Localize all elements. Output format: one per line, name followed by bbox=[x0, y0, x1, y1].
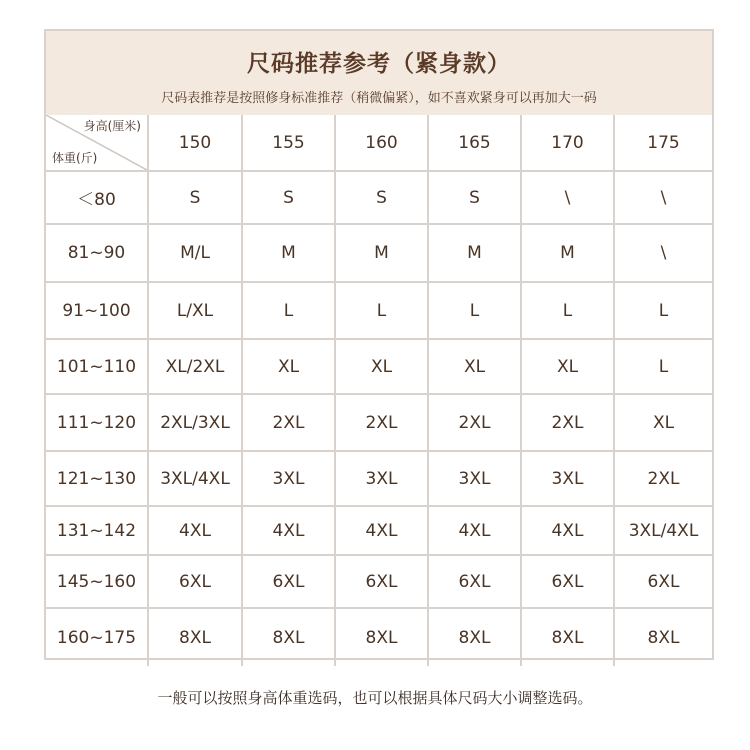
size-cell: 6XL bbox=[335, 555, 428, 608]
size-cell: 8XL bbox=[521, 608, 614, 666]
height-header-cell: 160 bbox=[335, 115, 428, 171]
size-cell: XL bbox=[521, 339, 614, 394]
chart-title: 尺码推荐参考（紧身款） bbox=[247, 51, 511, 77]
table-row bbox=[46, 555, 712, 608]
size-cell: L bbox=[614, 282, 712, 339]
size-cell: XL/2XL bbox=[148, 339, 242, 394]
height-header-cell: 155 bbox=[242, 115, 335, 171]
size-cell: \ bbox=[614, 224, 712, 282]
size-cell: 6XL bbox=[521, 555, 614, 608]
size-cell: XL bbox=[428, 339, 521, 394]
weight-cell: 81~90 bbox=[46, 224, 148, 282]
size-cell: 2XL bbox=[521, 394, 614, 451]
height-header-cell: 165 bbox=[428, 115, 521, 171]
weight-cell: 101~110 bbox=[46, 339, 148, 394]
table-row bbox=[46, 394, 712, 451]
weight-cell: ＜80 bbox=[46, 171, 148, 224]
size-cell: S bbox=[428, 171, 521, 224]
size-cell: M/L bbox=[148, 224, 242, 282]
weight-cell: 160~175 bbox=[46, 608, 148, 666]
size-cell: 4XL bbox=[521, 506, 614, 555]
size-cell: L bbox=[614, 339, 712, 394]
size-cell: 8XL bbox=[428, 608, 521, 666]
height-axis-label: 身高(厘米) bbox=[83, 119, 141, 133]
size-cell: 2XL/3XL bbox=[148, 394, 242, 451]
size-cell: L bbox=[428, 282, 521, 339]
size-cell: 3XL/4XL bbox=[614, 506, 712, 555]
size-cell: 8XL bbox=[148, 608, 242, 666]
table-row bbox=[46, 506, 712, 555]
weight-axis-label: 体重(斤) bbox=[52, 151, 98, 165]
size-cell: 2XL bbox=[335, 394, 428, 451]
size-cell: 4XL bbox=[242, 506, 335, 555]
table-row bbox=[46, 224, 712, 282]
size-cell: L/XL bbox=[148, 282, 242, 339]
footer-note: 一般可以按照身高体重选码，也可以根据具体尺码大小调整选码。 bbox=[157, 689, 593, 707]
size-cell: S bbox=[148, 171, 242, 224]
size-cell: 4XL bbox=[428, 506, 521, 555]
size-cell: M bbox=[428, 224, 521, 282]
size-cell: XL bbox=[242, 339, 335, 394]
size-cell: \ bbox=[521, 171, 614, 224]
size-cell: L bbox=[521, 282, 614, 339]
size-cell: M bbox=[521, 224, 614, 282]
size-cell: 3XL bbox=[521, 451, 614, 506]
size-cell: L bbox=[242, 282, 335, 339]
table-row bbox=[46, 451, 712, 506]
size-cell: 3XL bbox=[335, 451, 428, 506]
weight-cell: 121~130 bbox=[46, 451, 148, 506]
height-header-cell: 150 bbox=[148, 115, 242, 171]
size-chart-frame bbox=[44, 29, 714, 660]
corner-cell bbox=[46, 115, 148, 171]
table-row bbox=[46, 608, 712, 666]
size-table bbox=[46, 115, 712, 666]
size-cell: M bbox=[242, 224, 335, 282]
table-row bbox=[46, 282, 712, 339]
size-cell: 6XL bbox=[428, 555, 521, 608]
chart-subtitle: 尺码表推荐是按照修身标准推荐（稍微偏紧），如不喜欢紧身可以再加大一码 bbox=[161, 91, 597, 106]
size-cell: 4XL bbox=[148, 506, 242, 555]
size-cell: S bbox=[335, 171, 428, 224]
size-cell: 2XL bbox=[614, 451, 712, 506]
weight-cell: 111~120 bbox=[46, 394, 148, 451]
size-cell: 8XL bbox=[335, 608, 428, 666]
size-cell: 2XL bbox=[428, 394, 521, 451]
size-cell: M bbox=[335, 224, 428, 282]
size-cell: 3XL/4XL bbox=[148, 451, 242, 506]
size-cell: S bbox=[242, 171, 335, 224]
height-header-cell: 170 bbox=[521, 115, 614, 171]
size-cell: 3XL bbox=[242, 451, 335, 506]
size-cell: L bbox=[335, 282, 428, 339]
size-cell: 2XL bbox=[242, 394, 335, 451]
size-cell: 3XL bbox=[428, 451, 521, 506]
size-cell: 6XL bbox=[614, 555, 712, 608]
size-cell: 8XL bbox=[614, 608, 712, 666]
size-cell: 6XL bbox=[148, 555, 242, 608]
table-row bbox=[46, 171, 712, 224]
chart-header bbox=[46, 31, 712, 115]
size-cell: XL bbox=[614, 394, 712, 451]
weight-cell: 91~100 bbox=[46, 282, 148, 339]
table-row bbox=[46, 339, 712, 394]
header-row bbox=[46, 115, 712, 171]
weight-cell: 131~142 bbox=[46, 506, 148, 555]
size-cell: 8XL bbox=[242, 608, 335, 666]
size-cell: \ bbox=[614, 171, 712, 224]
weight-cell: 145~160 bbox=[46, 555, 148, 608]
size-cell: 4XL bbox=[335, 506, 428, 555]
height-header-cell: 175 bbox=[614, 115, 712, 171]
size-cell: XL bbox=[335, 339, 428, 394]
size-cell: 6XL bbox=[242, 555, 335, 608]
